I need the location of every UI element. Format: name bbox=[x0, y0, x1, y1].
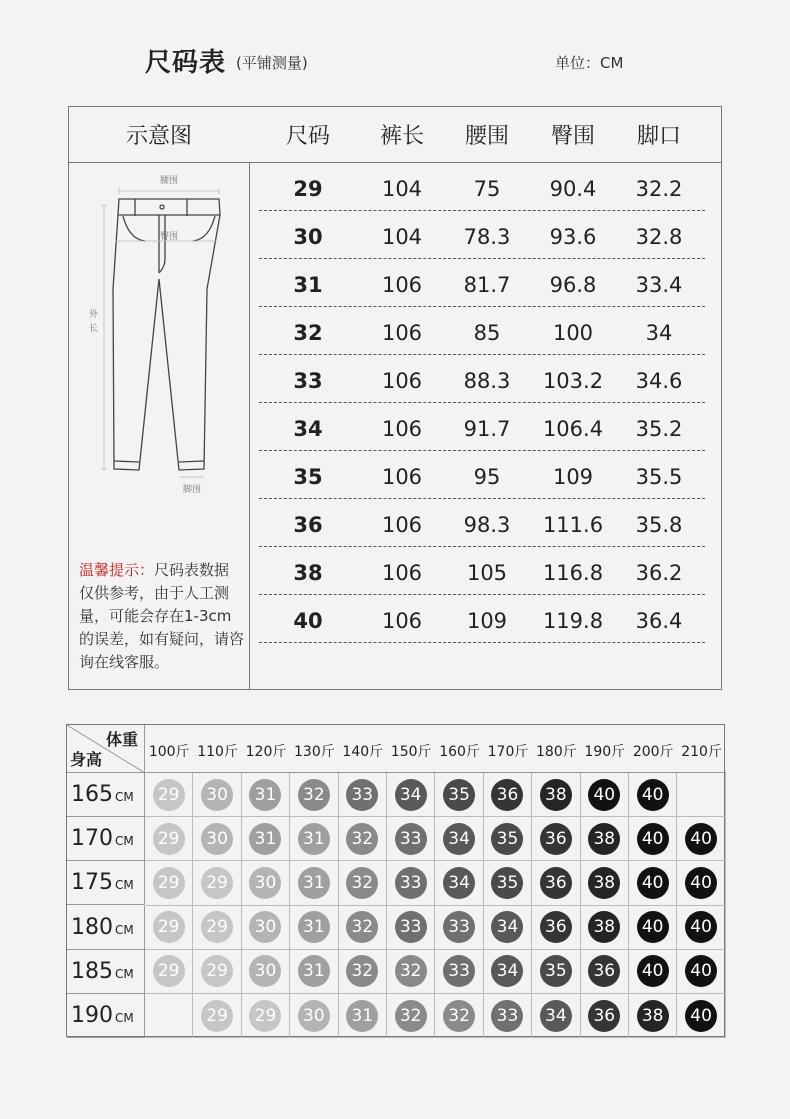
size-row bbox=[259, 451, 705, 499]
size-badge: 34 bbox=[443, 823, 475, 855]
height-row-label bbox=[67, 950, 145, 994]
size-badge: 30 bbox=[249, 955, 281, 987]
size-badge: 32 bbox=[395, 1000, 427, 1032]
size-badge: 31 bbox=[249, 823, 281, 855]
cell-hip: 116.8 bbox=[542, 561, 604, 585]
height-value: 175 bbox=[71, 870, 113, 896]
size-badge: 32 bbox=[395, 955, 427, 987]
cell-waist: 95 bbox=[473, 465, 501, 489]
grid-cell bbox=[145, 994, 193, 1038]
col-size: 尺码 bbox=[285, 124, 330, 149]
weight-header: 140斤 bbox=[339, 725, 387, 773]
grid-cell bbox=[435, 906, 483, 950]
grid-cell bbox=[290, 906, 338, 950]
size-badge: 29 bbox=[201, 955, 233, 987]
grid-cell bbox=[629, 906, 677, 950]
grid-cell bbox=[532, 861, 580, 905]
cell-size: 29 bbox=[293, 177, 323, 201]
size-badge: 36 bbox=[588, 955, 620, 987]
cell-hem: 33.4 bbox=[635, 273, 683, 297]
size-badge: 40 bbox=[685, 911, 717, 943]
size-badge: 31 bbox=[249, 779, 281, 811]
size-badge: 33 bbox=[491, 1000, 523, 1032]
height-row-label bbox=[67, 817, 145, 861]
grid-cell bbox=[435, 861, 483, 905]
cell-waist: 109 bbox=[466, 609, 508, 633]
size-badge: 32 bbox=[346, 823, 378, 855]
size-badge: 36 bbox=[491, 779, 523, 811]
cell-hem: 34.6 bbox=[635, 369, 683, 393]
grid-cell bbox=[677, 861, 725, 905]
col-hem: 脚口 bbox=[636, 124, 681, 149]
size-badge: 40 bbox=[637, 911, 669, 943]
size-badge: 30 bbox=[298, 1000, 330, 1032]
cell-length: 104 bbox=[381, 177, 423, 201]
grid-cell bbox=[193, 906, 241, 950]
grid-cell bbox=[290, 773, 338, 817]
waist-label: 腰围 bbox=[159, 176, 179, 186]
grid-cell bbox=[532, 906, 580, 950]
size-badge: 38 bbox=[588, 823, 620, 855]
height-unit: CM bbox=[115, 1011, 134, 1025]
cell-length: 106 bbox=[381, 417, 423, 441]
cell-size: 30 bbox=[293, 225, 323, 249]
grid-cell bbox=[484, 950, 532, 994]
tip-title: 温馨提示： bbox=[79, 561, 155, 579]
cell-size: 33 bbox=[293, 369, 323, 393]
size-row bbox=[259, 211, 705, 259]
grid-cell bbox=[677, 994, 725, 1038]
cell-length: 106 bbox=[381, 321, 423, 345]
grid-cell bbox=[435, 994, 483, 1038]
size-row bbox=[259, 307, 705, 355]
weight-header: 110斤 bbox=[193, 725, 241, 773]
size-badge: 32 bbox=[346, 911, 378, 943]
cell-length: 106 bbox=[381, 273, 423, 297]
height-value: 190 bbox=[71, 1003, 113, 1028]
grid-cell bbox=[145, 950, 193, 994]
weight-header: 170斤 bbox=[484, 725, 532, 773]
size-badge: 29 bbox=[153, 823, 185, 855]
size-badge: 29 bbox=[153, 867, 185, 899]
size-badge: 36 bbox=[540, 823, 572, 855]
cell-length: 106 bbox=[381, 561, 423, 585]
size-row bbox=[259, 259, 705, 307]
cell-length: 106 bbox=[381, 369, 423, 393]
grid-cell bbox=[145, 773, 193, 817]
cell-hip: 93.6 bbox=[549, 225, 597, 249]
size-rows bbox=[259, 163, 705, 643]
size-badge: 32 bbox=[346, 867, 378, 899]
size-badge: 29 bbox=[153, 779, 185, 811]
size-row bbox=[259, 403, 705, 451]
size-badge: 30 bbox=[201, 823, 233, 855]
height-value: 165 bbox=[71, 782, 113, 807]
height-value: 180 bbox=[71, 914, 113, 940]
size-badge: 32 bbox=[443, 1000, 475, 1032]
hip-label: 臀围 bbox=[159, 232, 179, 242]
cell-waist: 75 bbox=[473, 177, 501, 201]
size-badge: 35 bbox=[540, 955, 572, 987]
size-badge: 40 bbox=[685, 955, 717, 987]
tip-note bbox=[79, 559, 244, 674]
size-badge: 33 bbox=[395, 911, 427, 943]
grid-cell bbox=[193, 861, 241, 905]
cell-hip: 119.8 bbox=[542, 609, 604, 633]
cell-size: 31 bbox=[293, 273, 323, 297]
grid-cell bbox=[629, 861, 677, 905]
size-badge: 36 bbox=[540, 911, 572, 943]
size-badge: 40 bbox=[637, 823, 669, 855]
cell-waist: 88.3 bbox=[463, 369, 511, 393]
grid-cell bbox=[629, 950, 677, 994]
weight-header: 100斤 bbox=[145, 725, 193, 773]
grid-cell bbox=[290, 817, 338, 861]
col-waist: 腰围 bbox=[464, 124, 509, 149]
height-value: 185 bbox=[71, 958, 113, 984]
size-badge: 32 bbox=[298, 779, 330, 811]
height-unit: CM bbox=[115, 790, 134, 804]
cell-waist: 98.3 bbox=[463, 513, 511, 537]
size-badge: 38 bbox=[637, 1000, 669, 1032]
height-unit: CM bbox=[115, 966, 134, 981]
size-row bbox=[259, 499, 705, 547]
grid-cell bbox=[581, 994, 629, 1038]
grid-cell bbox=[484, 773, 532, 817]
size-badge: 34 bbox=[540, 1000, 572, 1032]
size-badge: 34 bbox=[491, 911, 523, 943]
cell-hip: 100 bbox=[552, 321, 594, 345]
cell-size: 38 bbox=[293, 561, 323, 585]
grid-cell bbox=[145, 906, 193, 950]
grid-cell bbox=[677, 906, 725, 950]
cell-hem: 34 bbox=[645, 321, 673, 345]
cell-hem: 32.2 bbox=[635, 177, 683, 201]
size-badge: 29 bbox=[201, 867, 233, 899]
grid-cell bbox=[387, 773, 435, 817]
grid-cell bbox=[435, 950, 483, 994]
size-badge: 30 bbox=[249, 911, 281, 943]
cell-size: 36 bbox=[293, 513, 323, 537]
diagram-column bbox=[69, 163, 250, 689]
weight-header: 180斤 bbox=[532, 725, 580, 773]
grid-cell bbox=[193, 773, 241, 817]
grid-cell bbox=[387, 994, 435, 1038]
cell-hip: 96.8 bbox=[549, 273, 597, 297]
cell-hip: 103.2 bbox=[542, 369, 604, 393]
size-badge: 35 bbox=[491, 823, 523, 855]
cell-length: 106 bbox=[381, 609, 423, 633]
size-badge: 38 bbox=[588, 911, 620, 943]
grid-cell bbox=[532, 950, 580, 994]
size-badge: 31 bbox=[298, 911, 330, 943]
size-badge: 33 bbox=[395, 867, 427, 899]
size-badge: 29 bbox=[201, 1000, 233, 1032]
grid-cell bbox=[484, 906, 532, 950]
size-badge: 31 bbox=[346, 1000, 378, 1032]
cell-hip: 109 bbox=[552, 465, 594, 489]
cell-length: 104 bbox=[381, 225, 423, 249]
size-badge: 30 bbox=[249, 867, 281, 899]
outer-length-label-2: 长 bbox=[89, 324, 99, 334]
size-badge: 40 bbox=[637, 779, 669, 811]
grid-cell bbox=[581, 817, 629, 861]
cell-waist: 78.3 bbox=[463, 225, 511, 249]
size-badge: 38 bbox=[588, 867, 620, 899]
col-diagram: 示意图 bbox=[125, 124, 192, 149]
grid-cell bbox=[581, 773, 629, 817]
grid-cell bbox=[290, 994, 338, 1038]
size-badge: 29 bbox=[153, 911, 185, 943]
cell-waist: 81.7 bbox=[463, 273, 511, 297]
weight-axis-label: 体重 bbox=[105, 730, 138, 749]
grid-cell bbox=[581, 950, 629, 994]
grid-cell bbox=[629, 817, 677, 861]
grid-cell bbox=[677, 950, 725, 994]
size-badge: 36 bbox=[588, 1000, 620, 1032]
cell-hem: 32.8 bbox=[635, 225, 683, 249]
size-badge: 29 bbox=[201, 911, 233, 943]
size-badge: 32 bbox=[346, 955, 378, 987]
cell-hem: 35.2 bbox=[635, 417, 683, 441]
grid-cell bbox=[581, 861, 629, 905]
grid-cell bbox=[387, 861, 435, 905]
height-axis-label: 身高 bbox=[70, 750, 103, 769]
grid-cell bbox=[339, 994, 387, 1038]
size-badge: 29 bbox=[249, 1000, 281, 1032]
size-row bbox=[259, 163, 705, 211]
grid-cell bbox=[242, 861, 290, 905]
col-hip: 臀围 bbox=[550, 124, 595, 149]
page-title: 尺码表 bbox=[145, 48, 227, 78]
grid-cell bbox=[532, 994, 580, 1038]
grid-cell bbox=[339, 817, 387, 861]
grid-cell bbox=[193, 817, 241, 861]
grid-cell bbox=[484, 817, 532, 861]
grid-cell bbox=[145, 817, 193, 861]
size-badge: 29 bbox=[153, 955, 185, 987]
height-unit: CM bbox=[115, 878, 134, 893]
cell-waist: 91.7 bbox=[463, 417, 511, 441]
cell-length: 106 bbox=[381, 465, 423, 489]
cell-hem: 35.5 bbox=[635, 465, 683, 489]
cell-hem: 36.4 bbox=[635, 609, 683, 633]
cell-hem: 36.2 bbox=[635, 561, 683, 585]
size-badge: 40 bbox=[685, 823, 717, 855]
cell-waist: 85 bbox=[473, 321, 501, 345]
size-row bbox=[259, 547, 705, 595]
grid-cell bbox=[145, 861, 193, 905]
size-row bbox=[259, 355, 705, 403]
cell-waist: 105 bbox=[466, 561, 508, 585]
grid-cell bbox=[193, 994, 241, 1038]
grid-cell bbox=[677, 773, 725, 817]
cell-size: 32 bbox=[293, 321, 323, 345]
hem-label: 脚围 bbox=[182, 485, 202, 495]
grid-cell bbox=[339, 861, 387, 905]
cell-hip: 111.6 bbox=[542, 513, 604, 537]
cell-length: 106 bbox=[381, 513, 423, 537]
grid-cell bbox=[629, 994, 677, 1038]
cell-size: 40 bbox=[293, 609, 323, 633]
size-row bbox=[259, 595, 705, 643]
height-row-label bbox=[67, 994, 145, 1038]
weight-header: 150斤 bbox=[387, 725, 435, 773]
grid-cell bbox=[677, 817, 725, 861]
size-badge: 40 bbox=[588, 779, 620, 811]
cell-hem: 35.8 bbox=[635, 513, 683, 537]
weight-header: 210斤 bbox=[677, 725, 725, 773]
grid-cell bbox=[581, 906, 629, 950]
size-badge: 31 bbox=[298, 823, 330, 855]
grid-corner bbox=[67, 725, 145, 773]
size-badge: 30 bbox=[201, 779, 233, 811]
size-badge: 40 bbox=[685, 1000, 717, 1032]
size-badge: 35 bbox=[491, 867, 523, 899]
grid-cell bbox=[484, 994, 532, 1038]
grid-cell bbox=[387, 906, 435, 950]
height-value: 170 bbox=[71, 826, 113, 852]
page-subtitle: (平铺测量) bbox=[236, 54, 308, 72]
height-unit: CM bbox=[115, 922, 134, 937]
grid-cell bbox=[339, 906, 387, 950]
cell-size: 34 bbox=[293, 417, 323, 441]
grid-cell bbox=[290, 950, 338, 994]
grid-cell bbox=[629, 773, 677, 817]
size-badge: 31 bbox=[298, 955, 330, 987]
grid-cell bbox=[193, 950, 241, 994]
height-row-label bbox=[67, 861, 145, 905]
size-badge: 34 bbox=[443, 867, 475, 899]
unit-label: 单位：CM bbox=[555, 54, 624, 72]
size-badge: 40 bbox=[637, 867, 669, 899]
grid-cell bbox=[484, 861, 532, 905]
size-badge: 31 bbox=[298, 867, 330, 899]
height-row-label bbox=[67, 906, 145, 950]
grid-cell bbox=[387, 950, 435, 994]
cell-hip: 90.4 bbox=[549, 177, 597, 201]
grid-cell bbox=[532, 817, 580, 861]
weight-header: 200斤 bbox=[629, 725, 677, 773]
size-badge: 33 bbox=[443, 911, 475, 943]
height-unit: CM bbox=[115, 834, 134, 849]
grid-cell bbox=[242, 906, 290, 950]
weight-header: 130斤 bbox=[290, 725, 338, 773]
size-badge: 33 bbox=[395, 823, 427, 855]
tip-body: 尺码表数据仅供参考，由于人工测量，可能会存在1-3cm的误差，如有疑问，请咨询在线客服。 bbox=[79, 561, 245, 671]
size-table-header bbox=[69, 107, 721, 163]
size-badge: 40 bbox=[685, 867, 717, 899]
grid-cell bbox=[339, 950, 387, 994]
pants-diagram-icon bbox=[79, 169, 239, 499]
grid-cell bbox=[242, 817, 290, 861]
outer-length-label-1: 外 bbox=[89, 310, 99, 320]
grid-cell bbox=[435, 817, 483, 861]
size-badge: 33 bbox=[346, 779, 378, 811]
height-row-label bbox=[67, 773, 145, 817]
grid-cell bbox=[435, 773, 483, 817]
size-badge: 33 bbox=[443, 955, 475, 987]
size-badge: 38 bbox=[540, 779, 572, 811]
weight-header: 120斤 bbox=[242, 725, 290, 773]
size-badge: 34 bbox=[395, 779, 427, 811]
cell-size: 35 bbox=[293, 465, 323, 489]
grid-cell bbox=[290, 861, 338, 905]
weight-header: 160斤 bbox=[435, 725, 483, 773]
grid-cell bbox=[242, 950, 290, 994]
size-badge: 36 bbox=[540, 867, 572, 899]
weight-header: 190斤 bbox=[581, 725, 629, 773]
grid-cell bbox=[339, 773, 387, 817]
grid-cell bbox=[242, 994, 290, 1038]
size-recommendation-grid bbox=[66, 724, 725, 1037]
cell-hip: 106.4 bbox=[542, 417, 604, 441]
size-badge: 34 bbox=[491, 955, 523, 987]
grid-cell bbox=[242, 773, 290, 817]
size-badge: 40 bbox=[637, 955, 669, 987]
grid-cell bbox=[532, 773, 580, 817]
grid-cell bbox=[387, 817, 435, 861]
size-table bbox=[68, 106, 722, 690]
size-badge: 35 bbox=[443, 779, 475, 811]
col-length: 裤长 bbox=[379, 124, 424, 149]
